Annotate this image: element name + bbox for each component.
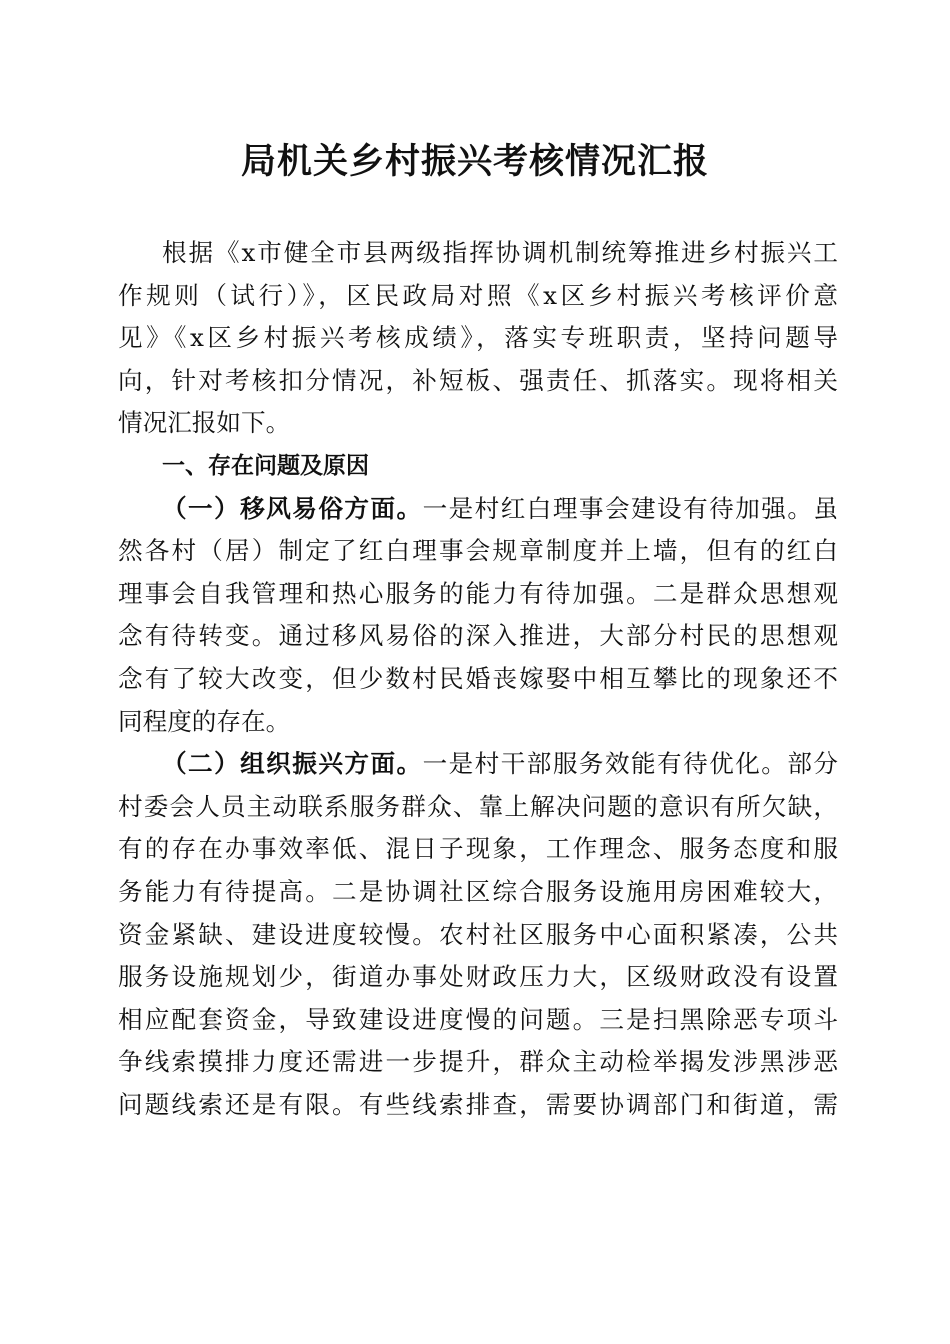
item1-first-line [118, 488, 838, 531]
item1-line: 念有待转变。通过移风易俗的深入推进，大部分村民的思想观 [118, 621, 838, 651]
item2-line: 有的存在办事效率低、混日子现象，工作理念、服务态度和服 [118, 834, 838, 864]
item2-first-line-text: 一是村干部服务效能有待优化。部分 [422, 749, 838, 779]
intro-paragraph [118, 232, 838, 445]
item1-line: 理事会自我管理和热心服务的能力有待加强。二是群众思想观 [118, 578, 838, 608]
item2-line: 资金紧缺、建设进度较慢。农村社区服务中心面积紧凑，公共 [118, 919, 838, 949]
item2-line: 问题线索还是有限。有些线索排查，需要协调部门和街道，需 [118, 1089, 838, 1119]
item2-subheading: （二）组织振兴方面。 [162, 749, 423, 779]
item2-line: 务能力有待提高。二是协调社区综合服务设施用房困难较大， [118, 876, 838, 906]
item2-line: 服务设施规划少，街道办事处财政压力大，区级财政没有设置 [118, 962, 838, 992]
intro-line: 情况汇报如下。 [118, 408, 291, 438]
item1-line: 念有了较大改变，但少数村民婚丧嫁娶中相互攀比的现象还不 [118, 663, 838, 693]
item1-line: 然各村（居）制定了红白理事会规章制度并上墙，但有的红白 [118, 536, 838, 566]
intro-line: 见》《x区乡村振兴考核成绩》，落实专班职责，坚持问题导 [118, 323, 838, 353]
intro-line: 作规则（试行）》，区民政局对照《x区乡村振兴考核评价意 [118, 280, 838, 310]
document-title: 局机关乡村振兴考核情况汇报 [240, 141, 709, 182]
item2-first-line [118, 743, 838, 786]
item1-first-line-text: 一是村红白理事会建设有待加强。虽 [422, 493, 838, 523]
item2-line: 相应配套资金，导致建设进度慢的问题。三是扫黑除恶专项斗 [118, 1004, 838, 1034]
item1-line: 同程度的存在。 [118, 706, 291, 736]
item2-line: 争线索摸排力度还需进一步提升，群众主动检举揭发涉黑涉恶 [118, 1047, 838, 1077]
intro-line: 根据《x市健全市县两级指挥协调机制统筹推进乡村振兴工 [162, 238, 838, 267]
item2-paragraph [118, 743, 838, 1126]
item2-line: 村委会人员主动联系服务群众、靠上解决问题的意识有所欠缺， [118, 791, 838, 821]
item1-subheading: （一）移风易俗方面。 [162, 493, 423, 523]
section-heading: 一、存在问题及原因 [162, 452, 369, 479]
document-body [118, 232, 838, 1126]
intro-line: 向，针对考核扣分情况，补短板、强责任、抓落实。现将相关 [118, 365, 838, 395]
item1-paragraph [118, 488, 838, 744]
